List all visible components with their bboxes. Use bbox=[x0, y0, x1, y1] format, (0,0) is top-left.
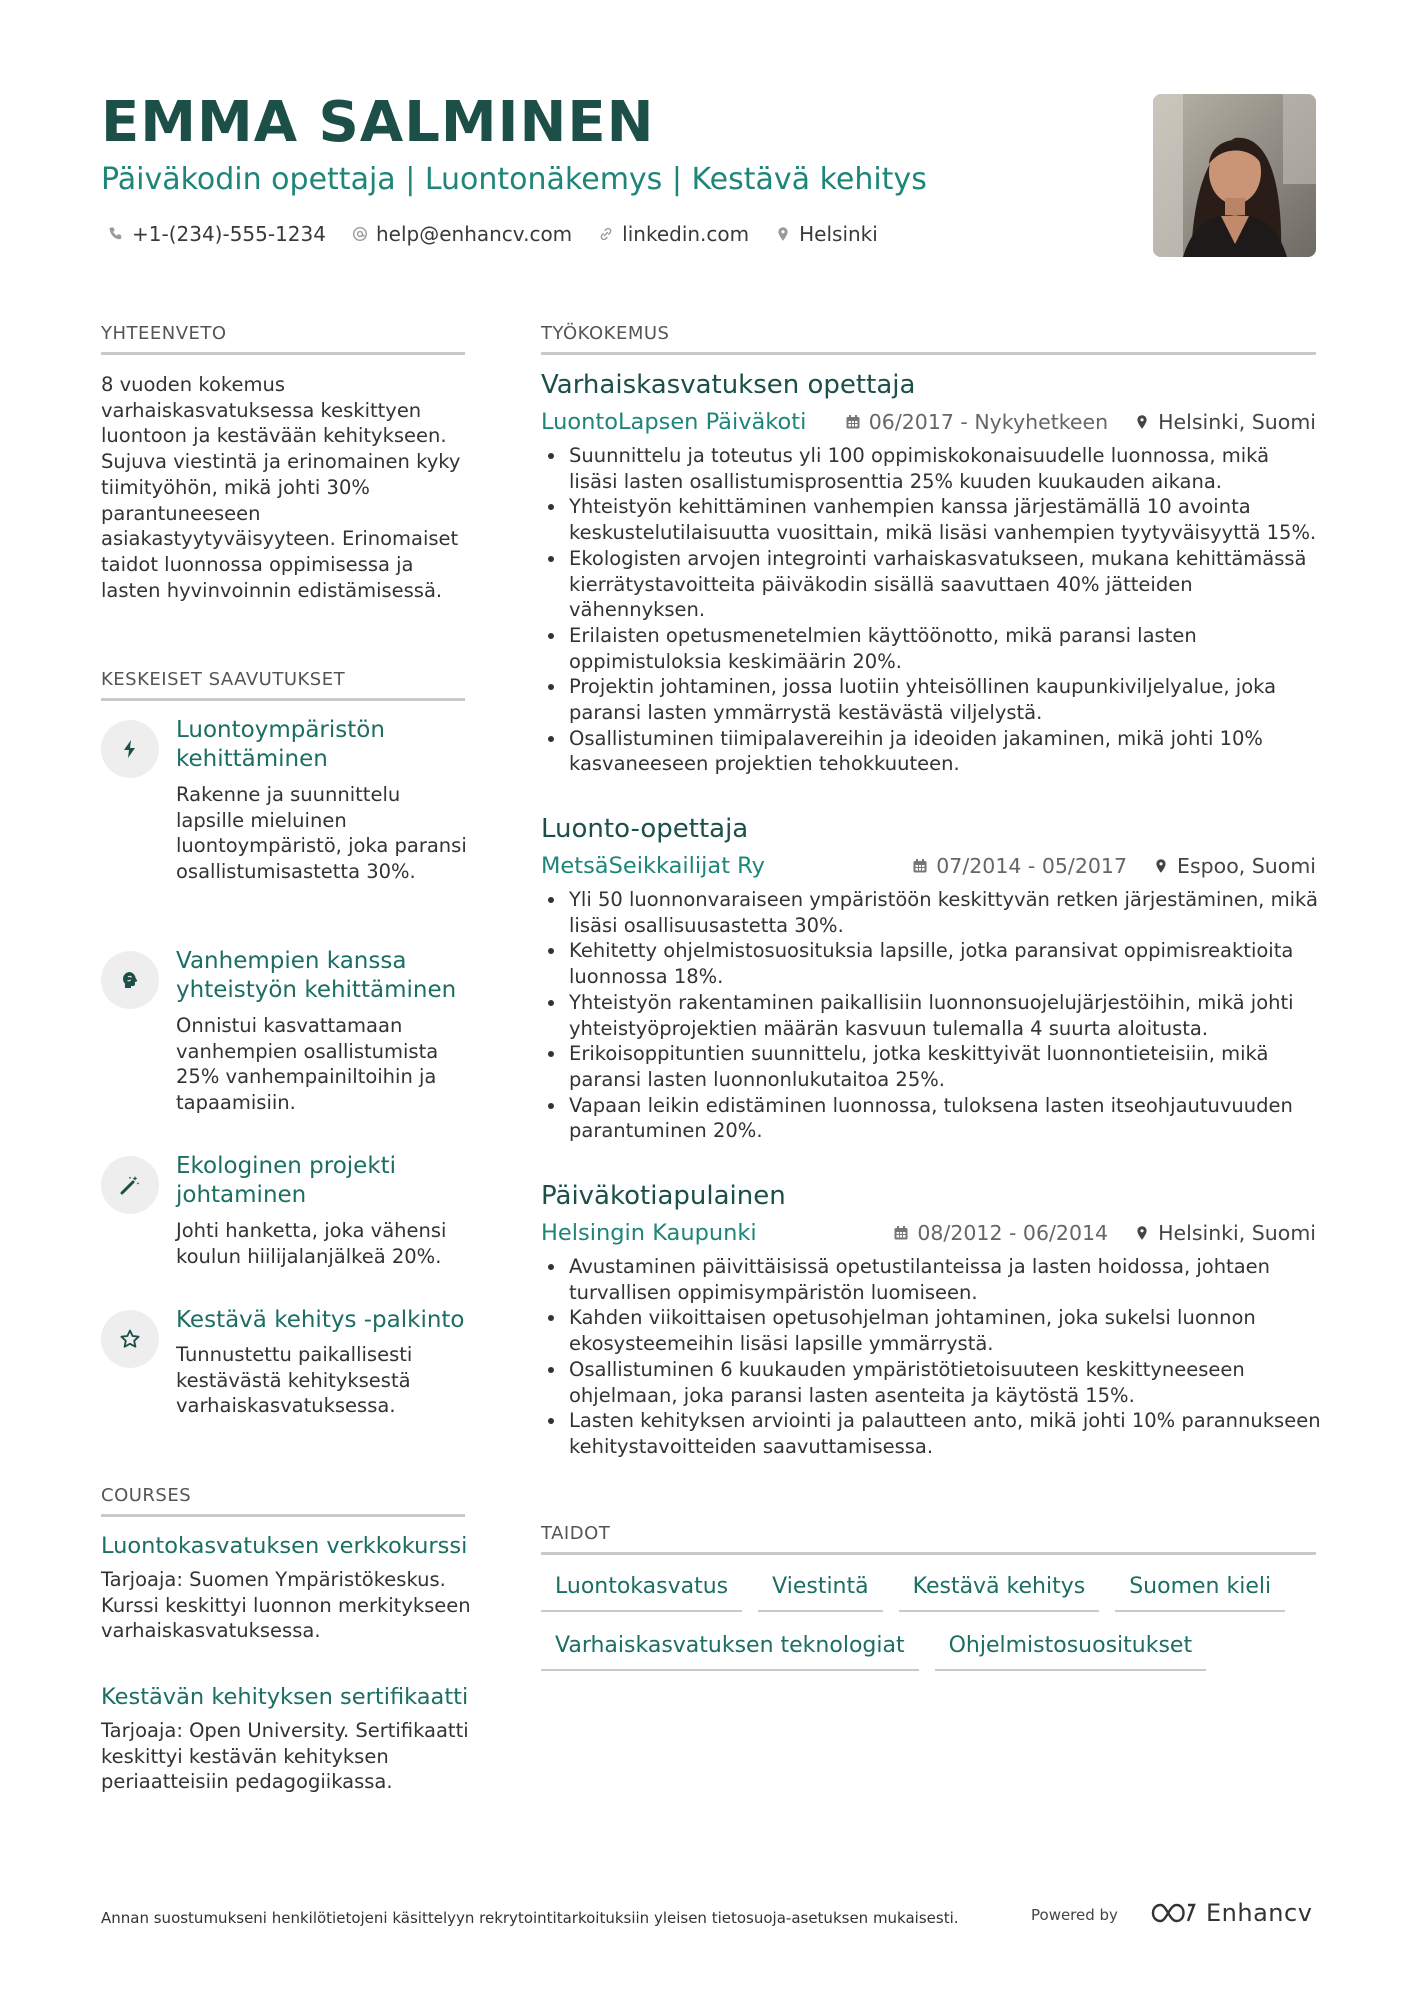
summary-heading: YHTEENVETO bbox=[101, 322, 465, 355]
job-bullets bbox=[541, 443, 1321, 777]
calendar-icon bbox=[845, 414, 861, 430]
job-dates-text: 06/2017 - Nykyhetkeen bbox=[868, 410, 1109, 434]
skill-tag: Kestävä kehitys bbox=[899, 1572, 1100, 1612]
skill-tag: Suomen kieli bbox=[1115, 1572, 1285, 1612]
skills-heading: TAIDOT bbox=[541, 1522, 1316, 1555]
job-dates bbox=[912, 851, 1127, 881]
achievement-icon-badge bbox=[101, 1156, 159, 1214]
list-item: Yhteistyön kehittäminen vanhempien kanssa järjestämällä 10 avointa keskustelutilaisuutta vuosittain, mikä lisäsi vanhempien tyytyväisyyttä 15%. bbox=[541, 494, 1321, 545]
skill-tag: Varhaiskasvatuksen teknologiat bbox=[541, 1631, 919, 1671]
lightning-icon bbox=[118, 737, 142, 761]
list-item: Osallistuminen 6 kuukauden ympäristötietoisuuteen keskittyneeseen ohjelmaan, joka paransi lasten asenteita ja käytöstä 15%. bbox=[541, 1357, 1321, 1408]
job-company: LuontoLapsen Päiväkoti bbox=[541, 409, 807, 435]
course-desc: Tarjoaja: Suomen Ympäristökeskus. Kurssi keskittyi luonnon merkitykseen varhaiskasvatuksessa. bbox=[101, 1568, 471, 1643]
list-item: Vapaan leikin edistäminen luonnossa, tuloksena lasten itseohjautuvuuden parantuminen 20%. bbox=[541, 1093, 1321, 1144]
list-item: Avustaminen päivittäisissä opetustilanteissa ja lasten hoidossa, johtaen turvallisen oppimisympäristön luomiseen. bbox=[541, 1254, 1321, 1305]
job-location bbox=[1134, 407, 1316, 437]
candidate-title: Päiväkodin opettaja | Luontonäkemys | Kestävä kehitys bbox=[101, 162, 927, 197]
powered-by-label: Powered by bbox=[1031, 1906, 1118, 1924]
candidate-name: EMMA SALMINEN bbox=[101, 90, 655, 155]
contact-linkedin[interactable] bbox=[598, 220, 749, 248]
brain-icon bbox=[118, 968, 142, 992]
achievements-heading: KESKEISET SAAVUTUKSET bbox=[101, 668, 465, 701]
contact-email[interactable] bbox=[352, 220, 572, 248]
list-item: Projektin johtaminen, jossa luotiin yhteisöllinen kaupunkiviljelyalue, joka paransi lasten ymmärrystä kestävästä viljelystä. bbox=[541, 674, 1321, 725]
achievement-icon-badge bbox=[101, 720, 159, 778]
job-location bbox=[1153, 851, 1316, 881]
enhancv-logo-icon bbox=[1150, 1900, 1196, 1926]
calendar-icon bbox=[912, 858, 928, 874]
location-pin-icon bbox=[1134, 414, 1150, 430]
achievement-title: Luontoympäristön kehittäminen bbox=[176, 717, 385, 772]
achievement-icon-badge bbox=[101, 951, 159, 1009]
achievement-desc: Rakenne ja suunnittelu lapsille mieluinen luontoympäristö, joka paransi osallistumisastetta 30%. bbox=[176, 783, 467, 884]
phone-text: +1-(234)-555-1234 bbox=[132, 222, 326, 246]
location-pin-icon bbox=[1134, 1225, 1150, 1241]
course-title: Kestävän kehityksen sertifikaatti bbox=[101, 1684, 469, 1710]
job-meta bbox=[845, 407, 1316, 437]
job-company: Helsingin Kaupunki bbox=[541, 1220, 757, 1246]
summary-text: 8 vuoden kokemus varhaiskasvatuksessa keskittyen luontoon ja kestävään kehitykseen. Sujuva viestintä ja erinomainen kyky tiimityöhön, mikä johti 30% parantuneeseen asiakastyytyväisyyteen. Erinomaiset taidot luonnossa oppimisessa ja lasten hyvinvoinnin edistämisessä. bbox=[101, 373, 461, 602]
location-pin-icon bbox=[1153, 858, 1169, 874]
contact-phone[interactable] bbox=[108, 220, 326, 248]
contact-bar bbox=[108, 220, 878, 248]
job-dates bbox=[845, 407, 1108, 437]
job-bullets bbox=[541, 1254, 1321, 1460]
skills-list bbox=[541, 1572, 1321, 1671]
location-text: Helsinki bbox=[799, 222, 878, 246]
job-location-text: Helsinki, Suomi bbox=[1158, 1221, 1316, 1245]
course-title: Luontokasvatuksen verkkokurssi bbox=[101, 1533, 468, 1559]
job-location-text: Helsinki, Suomi bbox=[1158, 410, 1316, 434]
skill-tag: Ohjelmistosuositukset bbox=[935, 1631, 1206, 1671]
gdpr-consent-note: Annan suostumukseni henkilötietojeni käsittelyyn rekrytointitarkoituksiin yleisen tietosuoja-asetuksen mukaisesti. bbox=[101, 1909, 959, 1927]
job-dates bbox=[893, 1218, 1108, 1248]
linkedin-text: linkedin.com bbox=[622, 222, 750, 246]
list-item: Ekologisten arvojen integrointi varhaiskasvatukseen, mukana kehittämässä kierrätystavoitteita päiväkodin sisällä saavuttaen 40% jätteiden vähennyksen. bbox=[541, 546, 1321, 623]
achievement-desc: Tunnustettu paikallisesti kestävästä kehityksestä varhaiskasvatuksessa. bbox=[176, 1343, 413, 1418]
list-item: Suunnittelu ja toteutus yli 100 oppimiskokonaisuudelle luonnossa, mikä lisäsi lasten osallistumisprosenttia 25% kuuden kuukauden aikana. bbox=[541, 443, 1321, 494]
job-location bbox=[1134, 1218, 1316, 1248]
list-item: Osallistuminen tiimipalavereihin ja ideoiden jakaminen, mikä johti 10% kasvaneeseen projektien tehokkuuteen. bbox=[541, 726, 1321, 777]
job-meta bbox=[893, 1218, 1316, 1248]
job-title: Luonto-opettaja bbox=[541, 814, 749, 844]
job-meta bbox=[912, 851, 1316, 881]
brand-name: Enhancv bbox=[1206, 1899, 1313, 1927]
course-desc: Tarjoaja: Open University. Sertifikaatti keskittyi kestävän kehityksen periaatteisiin pedagogiikassa. bbox=[101, 1719, 469, 1794]
phone-icon bbox=[108, 226, 124, 242]
at-icon bbox=[352, 226, 368, 242]
achievement-desc: Onnistui kasvattamaan vanhempien osallistumista 25% vanhempainiltoihin ja tapaamisiin. bbox=[176, 1014, 439, 1115]
experience-heading: TYÖKOKEMUS bbox=[541, 322, 1316, 355]
skill-tag: Viestintä bbox=[758, 1572, 882, 1612]
contact-location bbox=[775, 220, 878, 248]
location-pin-icon bbox=[775, 226, 791, 242]
list-item: Lasten kehityksen arviointi ja palautteen anto, mikä johti 10% parannukseen kehitystavoitteiden saavuttamisessa. bbox=[541, 1408, 1321, 1459]
list-item: Erikoisoppituntien suunnittelu, jotka keskittyivät luonnontieteisiin, mikä paransi lasten luonnonlukutaitoa 25%. bbox=[541, 1041, 1321, 1092]
calendar-icon bbox=[893, 1225, 909, 1241]
achievement-desc: Johti hanketta, joka vähensi koulun hiilijalanjälkeä 20%. bbox=[176, 1219, 447, 1268]
link-icon bbox=[598, 226, 614, 242]
enhancv-brand[interactable] bbox=[1150, 1897, 1312, 1929]
list-item: Kahden viikoittaisen opetusohjelman johtaminen, joka sukelsi luonnon ekosysteemeihin lisäsi lapsille ymmärrystä. bbox=[541, 1305, 1321, 1356]
job-dates-text: 07/2014 - 05/2017 bbox=[936, 854, 1128, 878]
skill-tag: Luontokasvatus bbox=[541, 1572, 742, 1612]
email-text: help@enhancv.com bbox=[375, 222, 573, 246]
achievement-title: Ekologinen projekti johtaminen bbox=[176, 1153, 397, 1208]
job-title: Päiväkotiapulainen bbox=[541, 1181, 786, 1211]
job-company: MetsäSeikkailijat Ry bbox=[541, 853, 765, 879]
list-item: Yhteistyön rakentaminen paikallisiin luonnonsuojelujärjestöihin, mikä johti yhteistyöprojektien määrän kasvuun tulemalla 4 suurta aloitusta. bbox=[541, 990, 1321, 1041]
list-item: Kehitetty ohjelmistosuosituksia lapsille, jotka paransivat oppimisreaktioita luonnossa 18%. bbox=[541, 938, 1321, 989]
magic-wand-icon bbox=[118, 1173, 142, 1197]
job-title: Varhaiskasvatuksen opettaja bbox=[541, 370, 916, 400]
job-bullets bbox=[541, 887, 1321, 1144]
courses-heading: COURSES bbox=[101, 1484, 465, 1517]
job-location-text: Espoo, Suomi bbox=[1177, 854, 1316, 878]
achievement-icon-badge bbox=[101, 1310, 159, 1368]
achievement-title: Kestävä kehitys -palkinto bbox=[176, 1307, 465, 1333]
profile-photo bbox=[1153, 94, 1316, 257]
list-item: Yli 50 luonnonvaraiseen ympäristöön keskittyvän retken järjestäminen, mikä lisäsi osallisuusastetta 30%. bbox=[541, 887, 1321, 938]
list-item: Erilaisten opetusmenetelmien käyttöönotto, mikä paransi lasten oppimistuloksia keskimäärin 20%. bbox=[541, 623, 1321, 674]
achievement-title: Vanhempien kanssa yhteistyön kehittäminen bbox=[176, 948, 457, 1003]
job-dates-text: 08/2012 - 06/2014 bbox=[917, 1221, 1109, 1245]
star-icon bbox=[118, 1327, 142, 1351]
